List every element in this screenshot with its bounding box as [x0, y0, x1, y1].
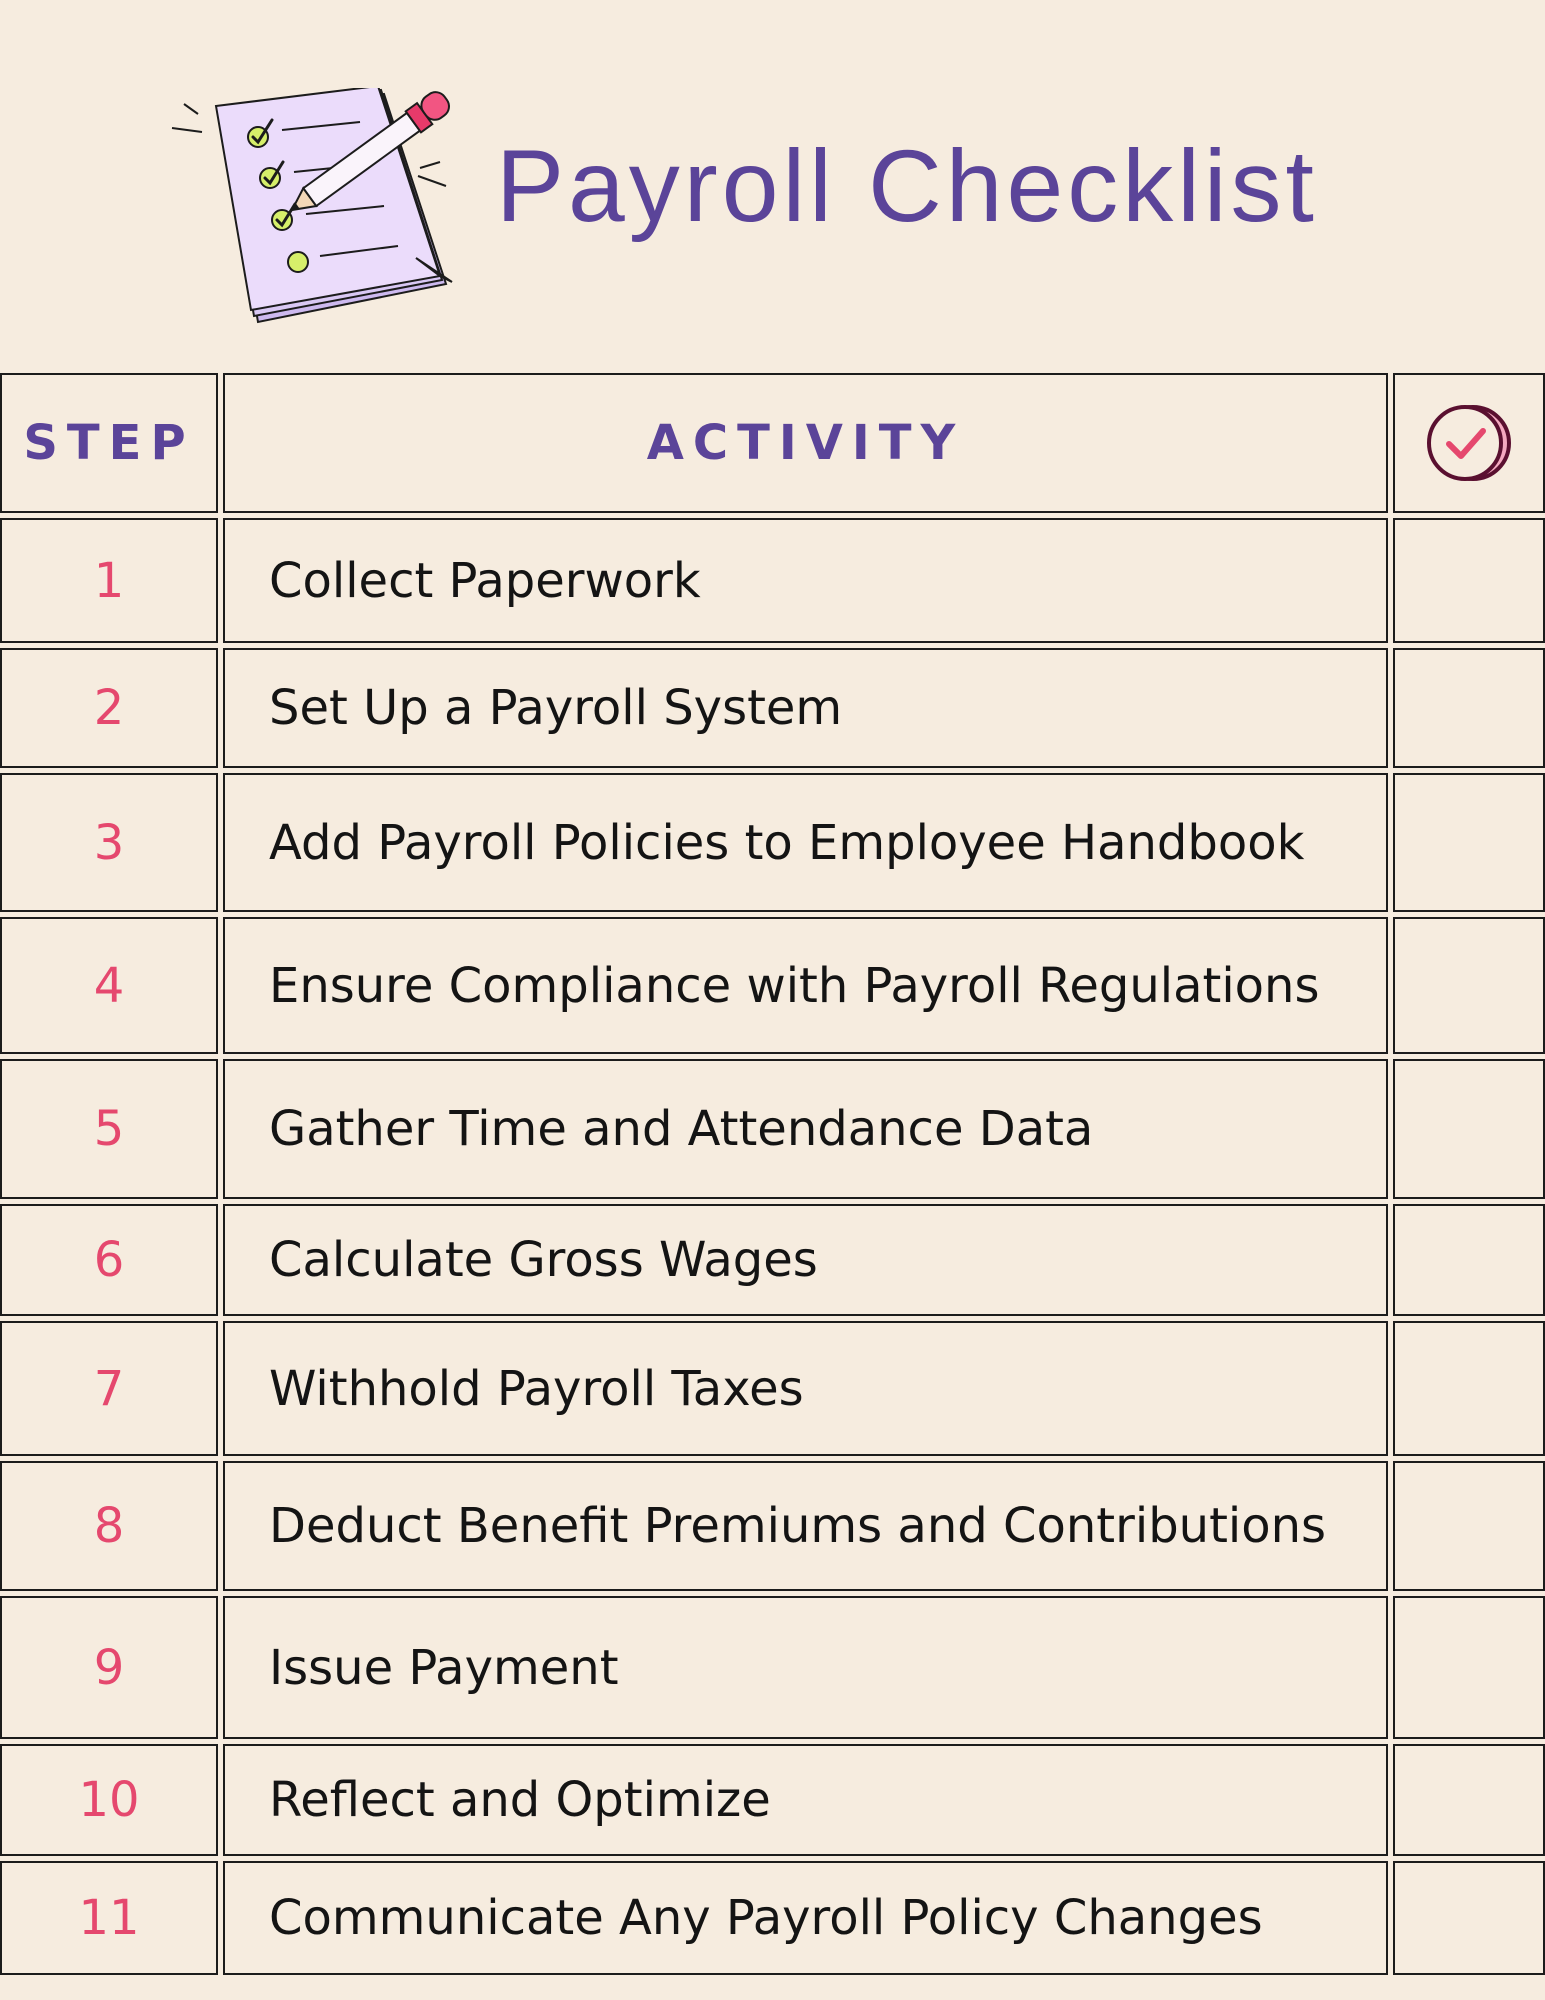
- activity-text: Set Up a Payroll System: [269, 680, 843, 736]
- step-cell: [0, 1204, 218, 1316]
- activity-cell: [223, 1596, 1388, 1739]
- check-circle-icon: [1421, 401, 1517, 485]
- activity-cell: [223, 518, 1388, 643]
- checkbox-cell[interactable]: [1393, 1204, 1545, 1316]
- step-number: 4: [93, 957, 125, 1014]
- activity-cell: [223, 1204, 1388, 1316]
- activity-cell: [223, 1321, 1388, 1456]
- step-number: 9: [93, 1639, 125, 1696]
- step-number: 1: [93, 552, 125, 609]
- step-cell: [0, 1461, 218, 1591]
- checkbox-cell[interactable]: [1393, 1861, 1545, 1975]
- step-number: 3: [93, 814, 125, 871]
- step-cell: [0, 1059, 218, 1199]
- step-number: 8: [93, 1498, 125, 1554]
- activity-cell: [223, 773, 1388, 912]
- checkbox-cell[interactable]: [1393, 773, 1545, 912]
- step-cell: [0, 1861, 218, 1975]
- page-title: Payroll Checklist: [496, 129, 1318, 243]
- activity-text: Collect Paperwork: [269, 552, 701, 609]
- activity-column-header: [223, 373, 1388, 513]
- step-number: 7: [93, 1360, 125, 1417]
- step-number: 11: [78, 1890, 140, 1946]
- activity-text: Calculate Gross Wages: [269, 1232, 818, 1288]
- activity-cell: [223, 917, 1388, 1054]
- step-cell: [0, 1596, 218, 1739]
- activity-text: Gather Time and Attendance Data: [269, 1101, 1094, 1157]
- activity-text: Communicate Any Payroll Policy Changes: [269, 1890, 1263, 1946]
- check-column-header: [1393, 373, 1545, 513]
- notepad-checklist-icon: [170, 88, 460, 328]
- step-header-label: STEP: [23, 415, 195, 471]
- activity-text: Withhold Payroll Taxes: [269, 1360, 804, 1417]
- activity-cell: [223, 1861, 1388, 1975]
- checkbox-cell[interactable]: [1393, 1059, 1545, 1199]
- step-cell: [0, 518, 218, 643]
- step-number: 10: [78, 1772, 140, 1828]
- step-number: 5: [93, 1101, 125, 1157]
- activity-cell: [223, 1461, 1388, 1591]
- step-cell: [0, 773, 218, 912]
- activity-cell: [223, 1744, 1388, 1856]
- activity-text: Reflect and Optimize: [269, 1772, 771, 1828]
- activity-text: Issue Payment: [269, 1639, 619, 1696]
- checkbox-cell[interactable]: [1393, 648, 1545, 768]
- page-header: [0, 0, 1545, 360]
- activity-header-label: ACTIVITY: [646, 415, 965, 471]
- activity-text: Deduct Benefit Premiums and Contributions: [269, 1498, 1327, 1554]
- activity-text: Add Payroll Policies to Employee Handbook: [269, 814, 1305, 871]
- step-cell: [0, 648, 218, 768]
- checkbox-cell[interactable]: [1393, 1596, 1545, 1739]
- step-column-header: [0, 373, 218, 513]
- step-number: 6: [93, 1232, 125, 1288]
- step-number: 2: [93, 680, 125, 736]
- checkbox-cell[interactable]: [1393, 1461, 1545, 1591]
- activity-text: Ensure Compliance with Payroll Regulations: [269, 957, 1320, 1014]
- activity-cell: [223, 648, 1388, 768]
- checkbox-cell[interactable]: [1393, 518, 1545, 643]
- checkbox-cell[interactable]: [1393, 1321, 1545, 1456]
- step-cell: [0, 917, 218, 1054]
- checkbox-cell[interactable]: [1393, 917, 1545, 1054]
- step-cell: [0, 1321, 218, 1456]
- checkbox-cell[interactable]: [1393, 1744, 1545, 1856]
- step-cell: [0, 1744, 218, 1856]
- activity-cell: [223, 1059, 1388, 1199]
